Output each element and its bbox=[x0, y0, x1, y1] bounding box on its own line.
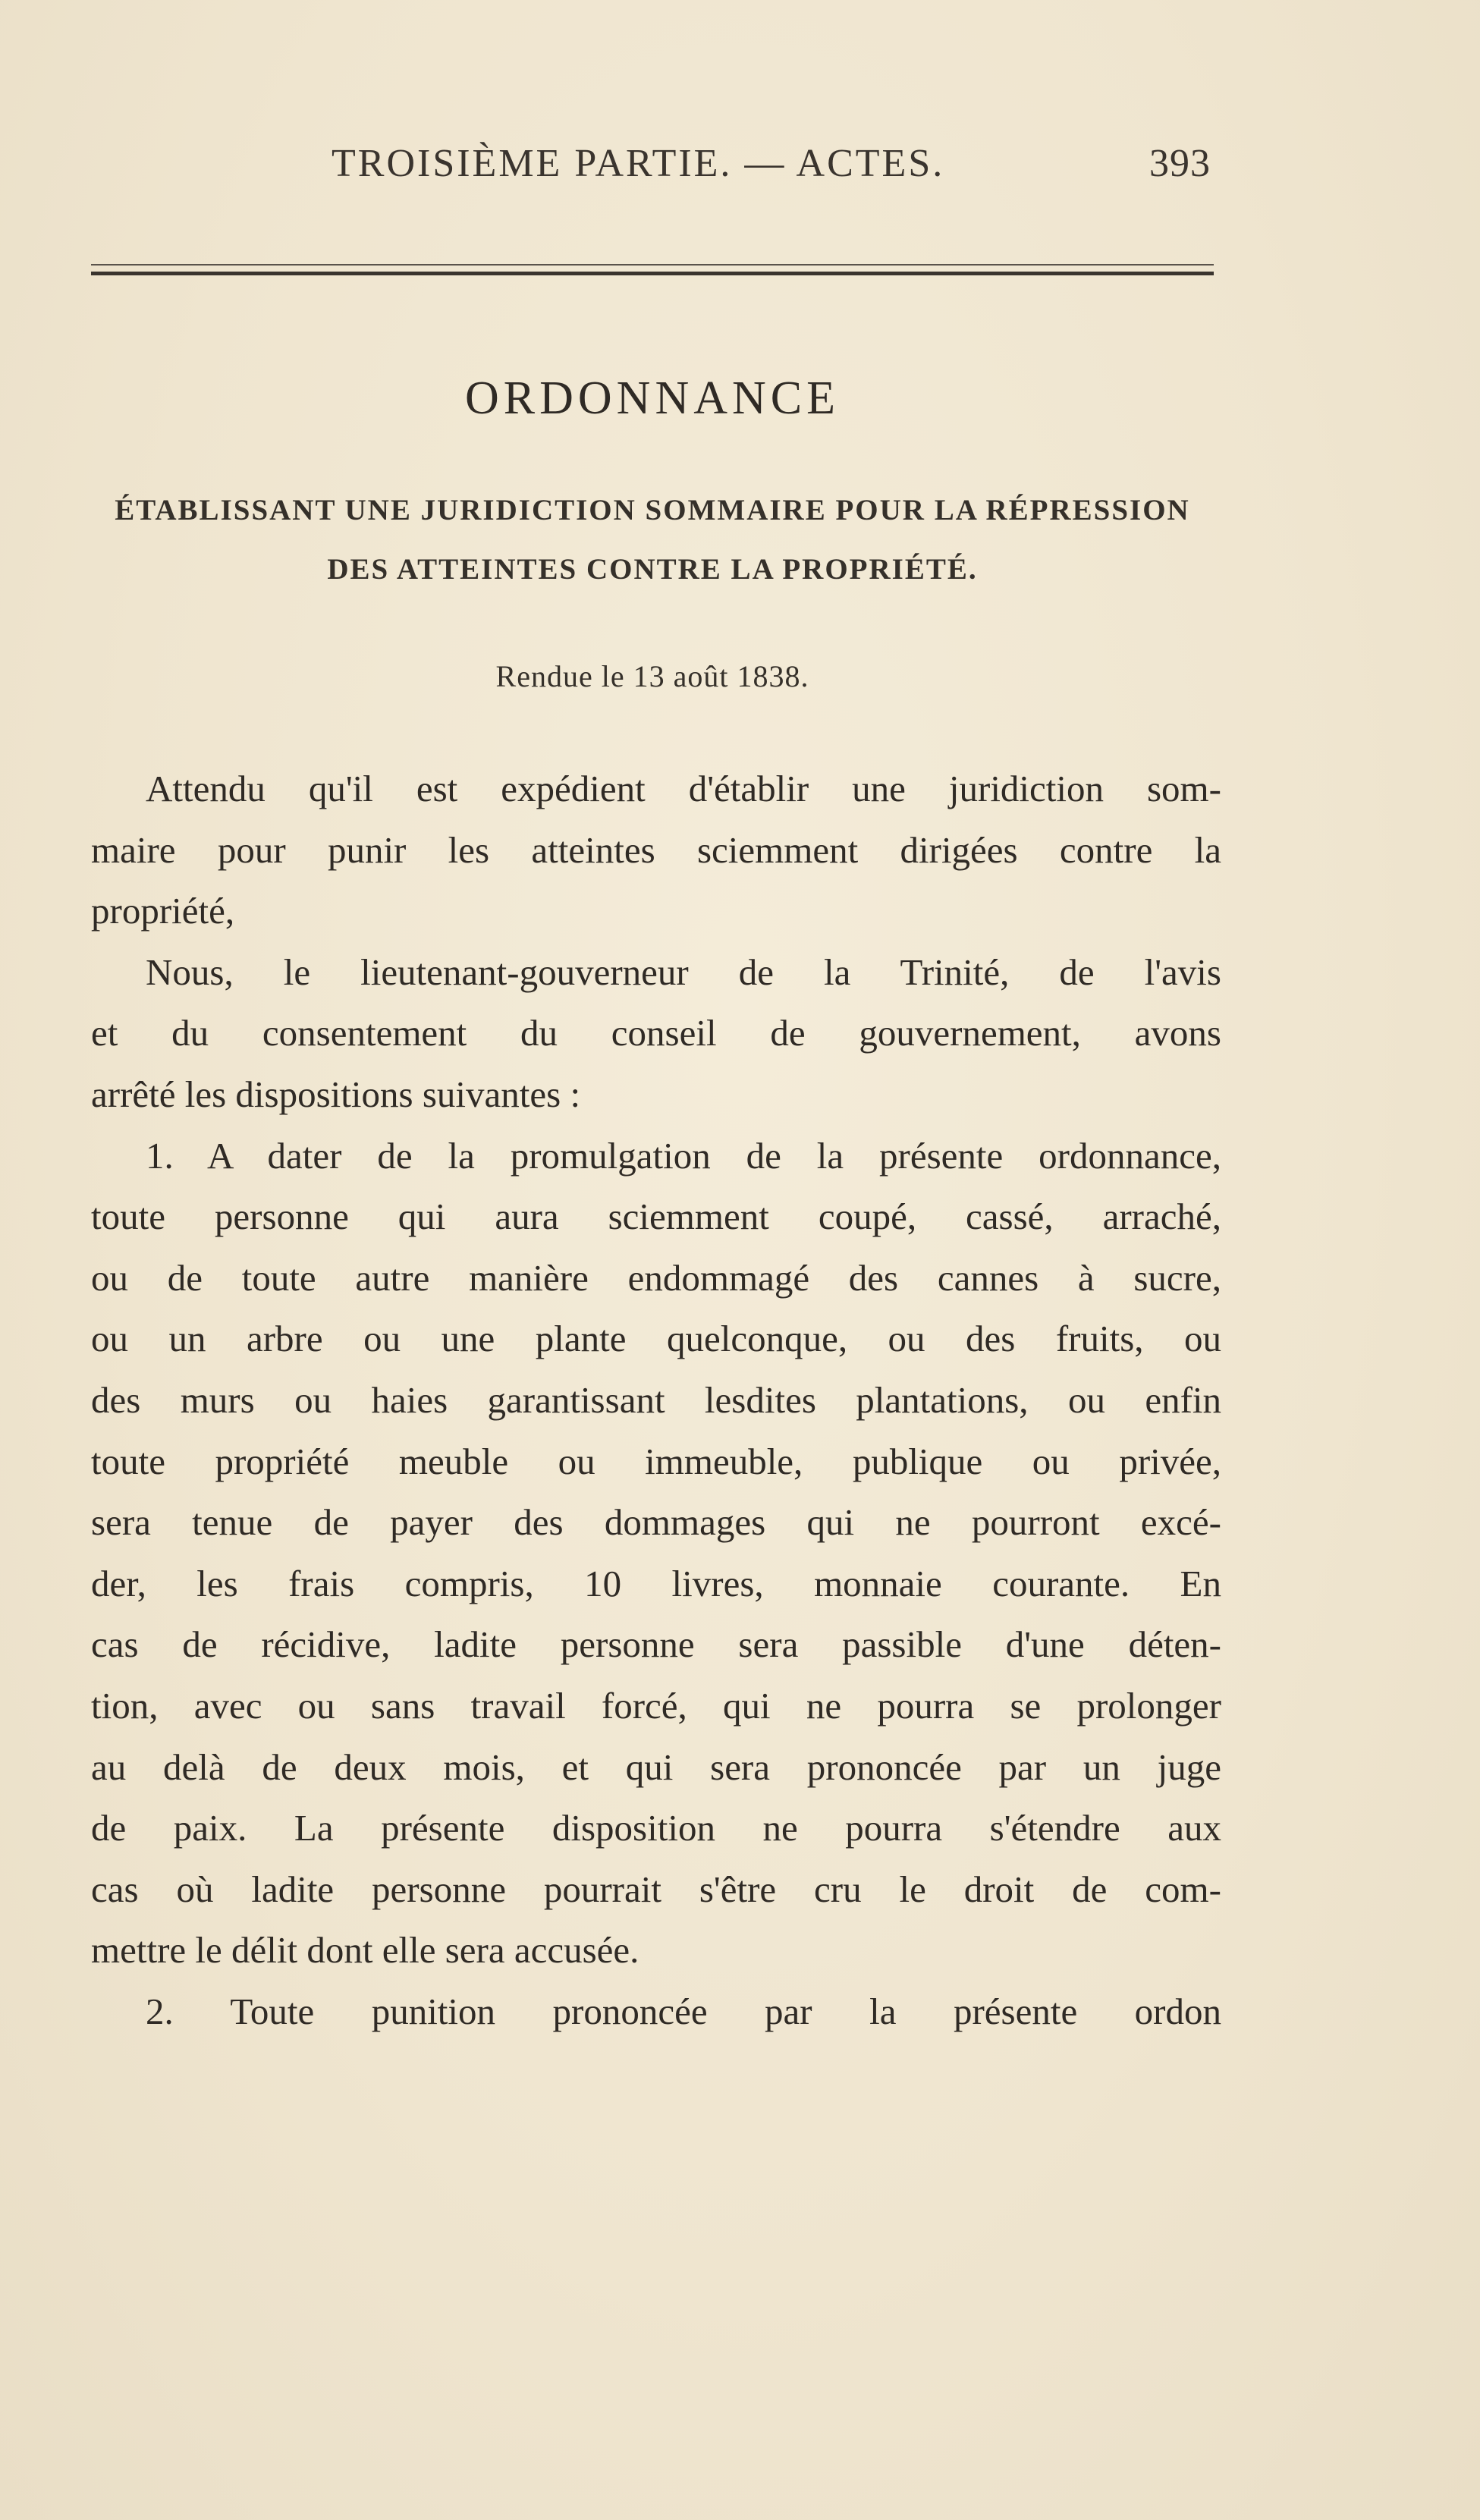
body-line: toute personne qui aura sciemment coupé, cassé, arraché, bbox=[91, 1196, 1221, 1238]
body-line: ou de toute autre manière endommagé des cannes à sucre, bbox=[91, 1256, 1221, 1299]
ordinance-subtitle-line-1: ÉTABLISSANT UNE JURIDICTION SOMMAIRE POUR LA RÉPRESSION bbox=[115, 494, 1190, 526]
header-rule-thick bbox=[91, 272, 1214, 275]
body-line: tion, avec ou sans travail forcé, qui ne pourra se prolonger bbox=[91, 1684, 1221, 1727]
body-line: Nous, le lieutenant-gouverneur de la Trinité, de l'avis bbox=[146, 950, 1221, 993]
ordinance-title: ORDONNANCE bbox=[465, 372, 840, 424]
body-line: cas où ladite personne pourrait s'être cru le droit de com- bbox=[91, 1868, 1221, 1910]
body-line: toute propriété meuble ou immeuble, publique ou privée, bbox=[91, 1440, 1221, 1482]
body-line: Attendu qu'il est expédient d'établir une juridiction som- bbox=[146, 768, 1221, 809]
body-line: au delà de deux mois, et qui sera prononcée par un juge bbox=[91, 1745, 1221, 1788]
body-text bbox=[91, 759, 1221, 2042]
header-rule-thin bbox=[91, 264, 1214, 266]
page-number: 393 bbox=[1149, 142, 1211, 185]
body-line: arrêté les dispositions suivantes : bbox=[91, 1073, 581, 1115]
body-line: sera tenue de payer des dommages qui ne pourront excé- bbox=[91, 1501, 1221, 1544]
body-line: ou un arbre ou une plante quelconque, ou des fruits, ou bbox=[91, 1318, 1221, 1360]
body-line: 1. A dater de la promulgation de la présente ordonnance, bbox=[146, 1134, 1221, 1177]
body-line: et du consentement du conseil de gouvernement, avons bbox=[91, 1012, 1221, 1054]
body-line: maire pour punir les atteintes sciemment dirigées contre la bbox=[91, 828, 1221, 871]
body-line: cas de récidive, ladite personne sera passible d'une déten- bbox=[91, 1623, 1221, 1666]
body-line: der, les frais compris, 10 livres, monnaie courante. En bbox=[91, 1562, 1221, 1604]
body-line: propriété, bbox=[91, 890, 235, 932]
ordinance-date: Rendue le 13 août 1838. bbox=[495, 659, 809, 693]
running-title: TROISIÈME PARTIE. — ACTES. bbox=[332, 142, 945, 185]
ordinance-subtitle-line-2: DES ATTEINTES CONTRE LA PROPRIÉTÉ. bbox=[327, 553, 978, 586]
body-line: 2. Toute punition prononcée par la présente ordon bbox=[146, 1990, 1221, 2032]
body-line: mettre le délit dont elle sera accusée. bbox=[91, 1929, 639, 1972]
body-line: des murs ou haies garantissant lesdites plantations, ou enfin bbox=[91, 1378, 1221, 1421]
body-line: de paix. La présente disposition ne pourra s'étendre aux bbox=[91, 1807, 1221, 1849]
